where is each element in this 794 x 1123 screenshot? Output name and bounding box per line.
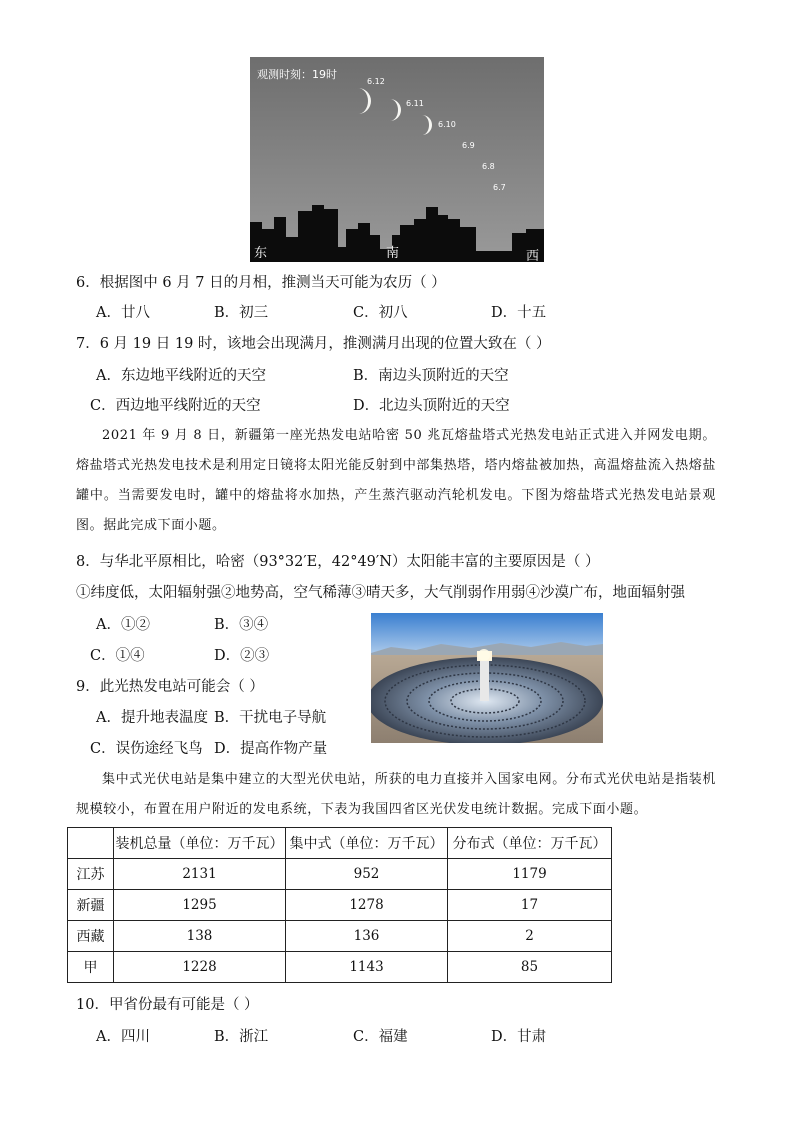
- date-6-10: 6.10: [438, 120, 456, 129]
- solar-station-image: [371, 613, 603, 743]
- table-row: [68, 921, 612, 952]
- q6-option-b[interactable]: B．初三: [214, 305, 269, 321]
- solar-thermal-station-photo: [371, 613, 603, 743]
- cell-centralized: 1143: [286, 952, 448, 983]
- q9-option-d[interactable]: D．提高作物产量: [214, 741, 328, 757]
- moon-phase-figure: [250, 57, 544, 262]
- date-6-8: 6.8: [482, 162, 495, 171]
- direction-west: 西: [526, 249, 540, 262]
- question-7-stem: 7．6 月 19 日 19 时，该地会出现满月，推测满月出现的位置大致在（ ）: [76, 336, 551, 352]
- cell-distributed: 1179: [448, 859, 612, 890]
- moon-phase-image: [250, 57, 544, 262]
- header-centralized: 集中式（单位：万千瓦）: [286, 828, 448, 859]
- question-8-choices: ①纬度低，太阳辐射强②地势高，空气稀薄③晴天多，大气削弱作用弱④沙漠广布，地面辐射强: [76, 585, 685, 601]
- date-6-11: 6.11: [406, 99, 424, 108]
- q6-option-d[interactable]: D．十五: [491, 305, 547, 321]
- observation-time-caption: 观测时刻：19时: [257, 68, 337, 81]
- row-province: 江苏: [68, 859, 114, 890]
- cell-centralized: 1278: [286, 890, 448, 921]
- cell-distributed: 17: [448, 890, 612, 921]
- row-province: 新疆: [68, 890, 114, 921]
- table-row: [68, 859, 612, 890]
- cell-total: 1295: [114, 890, 286, 921]
- q8-option-b[interactable]: B．③④: [214, 617, 269, 633]
- header-distributed: 分布式（单位：万千瓦）: [448, 828, 612, 859]
- table-header-row: [68, 828, 612, 859]
- q9-option-a[interactable]: A．提升地表温度: [96, 710, 208, 726]
- cell-total: 2131: [114, 859, 286, 890]
- date-6-9: 6.9: [462, 141, 475, 150]
- table-row: [68, 952, 612, 983]
- cell-centralized: 136: [286, 921, 448, 952]
- q10-option-b[interactable]: B．浙江: [214, 1029, 269, 1045]
- q7-option-a[interactable]: A．东边地平线附近的天空: [96, 368, 266, 384]
- q8-option-a[interactable]: A．①②: [96, 617, 150, 633]
- date-6-7: 6.7: [493, 183, 506, 192]
- row-province: 甲: [68, 952, 114, 983]
- direction-south: 南: [386, 246, 400, 261]
- q7-option-d[interactable]: D．北边头顶附近的天空: [353, 398, 510, 414]
- header-blank: [68, 828, 114, 859]
- q8-option-d[interactable]: D．②③: [214, 648, 270, 664]
- direction-east: 东: [254, 246, 268, 261]
- q10-option-a[interactable]: A．四川: [96, 1029, 150, 1045]
- cell-total: 138: [114, 921, 286, 952]
- question-8-stem: 8．与华北平原相比，哈密（93°32′E，42°49′N）太阳能丰富的主要原因是（ ）: [76, 554, 600, 570]
- q10-option-d[interactable]: D．甘肃: [491, 1029, 547, 1045]
- date-6-12: 6.12: [367, 77, 385, 86]
- passage-solar-thermal: 2021 年 9 月 8 日，新疆第一座光热发电站哈密 50 兆瓦熔盐塔式光热发电站正式进入并网发电期。熔盐塔式光热发电技术是利用定日镜将太阳光能反射到中部集热塔，塔内熔盐被加热，高温熔盐流入热熔盐罐中。当需要发电时，罐中的熔盐将水加热，产生蒸汽驱动汽轮机发电。下图为熔盐塔式光热发电站景观图。据此完成下面小题。: [76, 428, 716, 533]
- question-9-stem: 9．此光热发电站可能会（ ）: [76, 679, 264, 695]
- q7-option-c[interactable]: C．西边地平线附近的天空: [90, 398, 261, 414]
- table-row: [68, 890, 612, 921]
- header-total-capacity: 装机总量（单位：万千瓦）: [114, 828, 286, 859]
- pv-statistics-table: [67, 827, 612, 983]
- q9-option-c[interactable]: C．误伤途经飞鸟: [90, 741, 203, 757]
- question-6-stem: 6．根据图中 6 月 7 日的月相，推测当天可能为农历（ ）: [76, 275, 446, 291]
- q10-option-c[interactable]: C．福建: [353, 1029, 408, 1045]
- cell-total: 1228: [114, 952, 286, 983]
- cell-distributed: 85: [448, 952, 612, 983]
- q7-option-b[interactable]: B．南边头顶附近的天空: [353, 368, 509, 384]
- cell-distributed: 2: [448, 921, 612, 952]
- passage-photovoltaic: 集中式光伏电站是集中建立的大型光伏电站，所获的电力直接并入国家电网。分布式光伏电站是指装机规模较小，布置在用户附近的发电系统，下表为我国四省区光伏发电统计数据。完成下面小题。: [76, 772, 716, 817]
- question-10-stem: 10．甲省份最有可能是（ ）: [76, 997, 259, 1013]
- q9-option-b[interactable]: B．干扰电子导航: [214, 710, 327, 726]
- q6-option-c[interactable]: C．初八: [353, 305, 408, 321]
- cell-centralized: 952: [286, 859, 448, 890]
- q8-option-c[interactable]: C．①④: [90, 648, 145, 664]
- row-province: 西藏: [68, 921, 114, 952]
- q6-option-a[interactable]: A．廿八: [96, 305, 150, 321]
